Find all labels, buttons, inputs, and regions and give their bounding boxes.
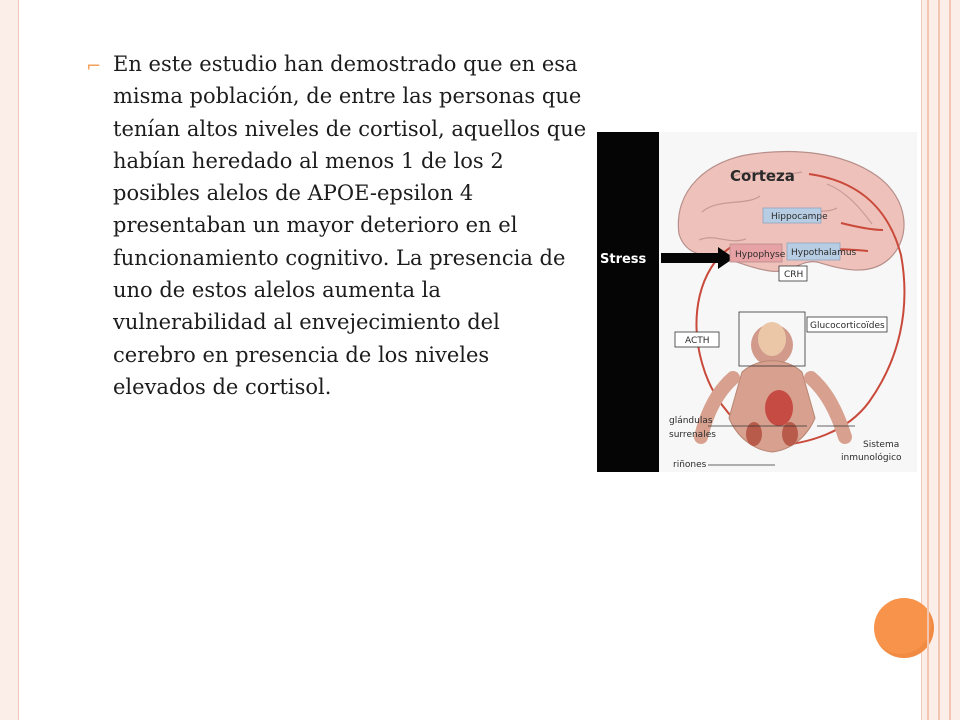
left-black-band bbox=[597, 132, 659, 472]
bullet-icon: ⌐ bbox=[86, 56, 102, 77]
body-paragraph: En este estudio han demostrado que en esa misma población, de entre las personas que tenían altos niveles de cortisol, aquellos que habían heredado al menos 1 de los 2 posibles alelos de APOE-epsilon 4 presentaban un mayor deterioro en el funcionamiento cognitivo. La presencia de uno de estos alelos aumenta la vulnerabilidad al envejecimiento del cerebro en presencia de los niveles elevados de cortisol. bbox=[113, 52, 587, 399]
slide bbox=[18, 0, 922, 720]
stripe-line-1 bbox=[927, 0, 929, 720]
hypothalamus-label: Hypothalamus bbox=[791, 248, 857, 258]
sistema-label-line2: inmunológico bbox=[841, 453, 902, 463]
right-decorative-stripes bbox=[920, 0, 960, 720]
glandulas-label-line1: glándulas bbox=[669, 416, 713, 426]
hippocampe-label: Hippocampe bbox=[771, 212, 828, 222]
stress-cortisol-diagram bbox=[597, 132, 917, 472]
glandulas-label-line2: surrenales bbox=[669, 430, 716, 440]
diagram-svg bbox=[597, 132, 917, 472]
brain-icon bbox=[758, 322, 786, 356]
stripe-line-3 bbox=[949, 0, 951, 720]
sistema-label-line1: Sistema bbox=[863, 440, 900, 450]
crh-label: CRH bbox=[784, 270, 804, 280]
stripe-line-2 bbox=[938, 0, 940, 720]
acth-label: ACTH bbox=[685, 336, 710, 346]
stress-label: Stress bbox=[600, 252, 647, 267]
rinones-label: riñones bbox=[673, 460, 707, 470]
glucocorticoides-label: Glucocorticoïdes bbox=[810, 321, 885, 331]
hypophyse-label: Hypophyse bbox=[735, 250, 786, 260]
heart-icon bbox=[765, 390, 793, 426]
corteza-label: Corteza bbox=[730, 167, 795, 185]
